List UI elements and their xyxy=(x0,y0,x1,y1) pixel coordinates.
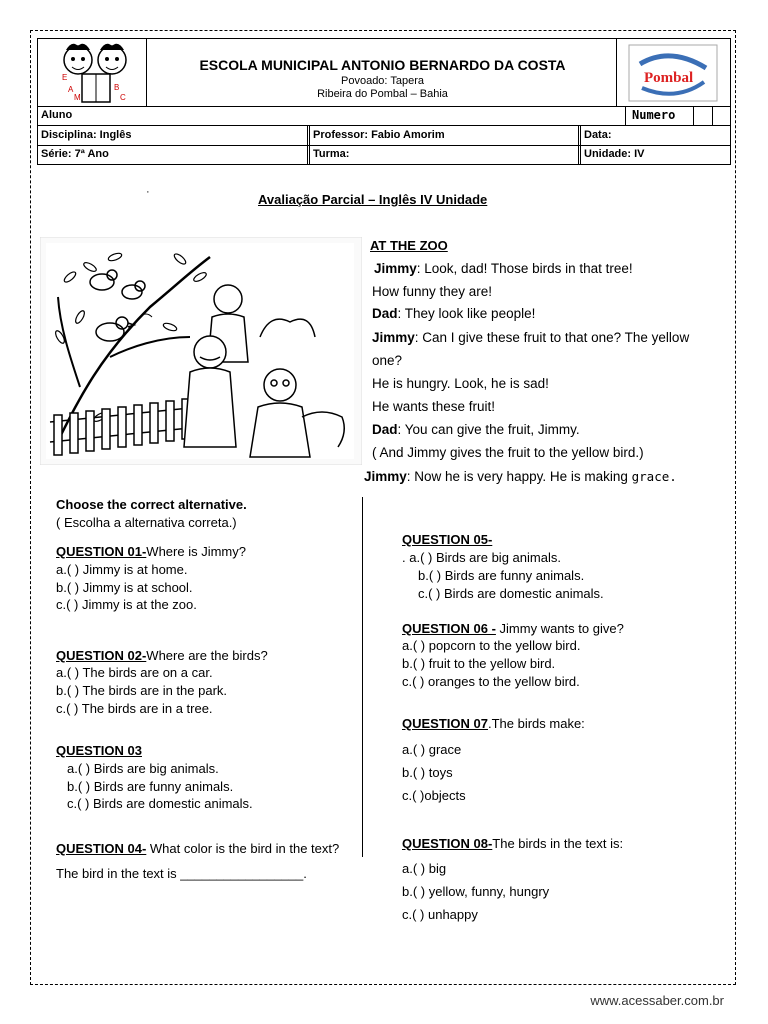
numero-label: Numero xyxy=(632,108,676,122)
story-line: Jimmy: Now he is very happy. He is making grace. xyxy=(364,469,677,484)
city: Ribeira do Pombal – Bahia xyxy=(317,88,448,100)
school-name: ESCOLA MUNICIPAL ANTONIO BERNARDO DA COSTA xyxy=(199,57,566,73)
story-title: AT THE ZOO xyxy=(370,238,448,253)
divider xyxy=(578,125,581,165)
option[interactable]: a.( ) Birds are big animals. xyxy=(67,761,219,776)
column-divider xyxy=(362,497,363,857)
question-08: QUESTION 08-The birds in the text is: xyxy=(402,836,624,851)
question-05: QUESTION 05- xyxy=(402,532,493,547)
aluno-label: Aluno xyxy=(41,109,73,121)
turma-label: Turma: xyxy=(313,148,350,160)
option[interactable]: a.( ) The birds are on a car. xyxy=(56,665,213,680)
option[interactable]: c.( ) Jimmy is at the zoo. xyxy=(56,597,197,612)
answer-line[interactable]: The bird in the text is _________________. xyxy=(56,866,307,881)
option[interactable]: c.( ) The birds are in a tree. xyxy=(56,701,213,716)
story-line: Dad: You can give the fruit, Jimmy. xyxy=(372,422,580,437)
question-07: QUESTION 07.The birds make: xyxy=(402,716,585,731)
option[interactable]: a.( ) Jimmy is at home. xyxy=(56,562,188,577)
divider xyxy=(712,106,713,125)
logo-text: Pombal xyxy=(644,70,694,86)
option[interactable]: c.( )objects xyxy=(402,788,466,803)
letter: A xyxy=(68,85,74,94)
data-label: Data: xyxy=(584,129,612,141)
pombal-logo xyxy=(628,44,718,102)
story-line: Jimmy: Look, dad! Those birds in that tree! xyxy=(374,261,633,276)
swoosh-icon xyxy=(640,56,706,68)
story-line: Dad: They look like people! xyxy=(372,306,536,321)
divider xyxy=(693,106,694,125)
stray-dot: · xyxy=(146,186,150,198)
instruction-pt: ( Escolha a alternativa correta.) xyxy=(56,515,237,530)
option[interactable]: b.( ) Birds are funny animals. xyxy=(418,568,585,583)
option[interactable]: b.( ) toys xyxy=(402,765,453,780)
divider xyxy=(307,125,310,165)
option[interactable]: c.( ) Birds are domestic animals. xyxy=(418,586,604,601)
option[interactable]: c.( ) Birds are domestic animals. xyxy=(67,796,253,811)
story-line: ( And Jimmy gives the fruit to the yellow bird.) xyxy=(372,445,644,460)
question-04: QUESTION 04- What color is the bird in the text? xyxy=(56,841,340,856)
option[interactable]: a.( ) grace xyxy=(402,742,462,757)
question-01: QUESTION 01-Where is Jimmy? xyxy=(56,544,246,559)
option[interactable]: b.( ) Birds are funny animals. xyxy=(67,779,234,794)
zoo-illustration xyxy=(40,237,362,465)
letter: M xyxy=(74,93,81,102)
unidade-label: Unidade: IV xyxy=(584,148,645,160)
option[interactable]: b.( ) The birds are in the park. xyxy=(56,683,228,698)
option[interactable]: . a.( ) Birds are big animals. xyxy=(402,550,561,565)
letter: E xyxy=(62,73,68,82)
divider xyxy=(625,106,626,125)
option[interactable]: a.( ) big xyxy=(402,861,447,876)
village: Povoado: Tapera xyxy=(341,75,424,87)
option[interactable]: c.( ) unhappy xyxy=(402,907,478,922)
divider xyxy=(38,145,730,146)
divider xyxy=(146,39,147,106)
story-line: How funny they are! xyxy=(372,284,493,299)
story-line: He is hungry. Look, he is sad! xyxy=(372,376,549,391)
divider xyxy=(38,106,730,107)
letter: C xyxy=(120,93,126,102)
option[interactable]: c.( ) oranges to the yellow bird. xyxy=(402,674,580,689)
option[interactable]: b.( ) Jimmy is at school. xyxy=(56,580,193,595)
divider xyxy=(616,39,617,106)
assessment-title: Avaliação Parcial – Inglês IV Unidade xyxy=(258,192,488,207)
hair-icon xyxy=(66,44,90,50)
footer-url[interactable]: www.acessaber.com.br xyxy=(590,993,724,1008)
hair-icon xyxy=(100,44,124,50)
serie-label: Série: 7ª Ano xyxy=(41,148,109,160)
story-line: He wants these fruit! xyxy=(372,399,496,414)
question-03: QUESTION 03 xyxy=(56,743,142,758)
instruction-en: Choose the correct alternative. xyxy=(56,497,247,512)
question-02: QUESTION 02-Where are the birds? xyxy=(56,648,268,663)
option[interactable]: b.( ) yellow, funny, hungry xyxy=(402,884,550,899)
disciplina-label: Disciplina: Inglês xyxy=(41,129,132,141)
letter: B xyxy=(114,83,120,92)
option[interactable]: a.( ) popcorn to the yellow bird. xyxy=(402,638,581,653)
professor-label: Professor: Fabio Amorim xyxy=(313,129,445,141)
school-logo xyxy=(48,40,144,105)
story-line: one? xyxy=(372,353,403,368)
divider xyxy=(38,125,730,126)
option[interactable]: b.( ) fruit to the yellow bird. xyxy=(402,656,556,671)
story-line: Jimmy: Can I give these fruit to that one? The yellow xyxy=(372,330,690,345)
question-06: QUESTION 06 - Jimmy wants to give? xyxy=(402,621,624,636)
